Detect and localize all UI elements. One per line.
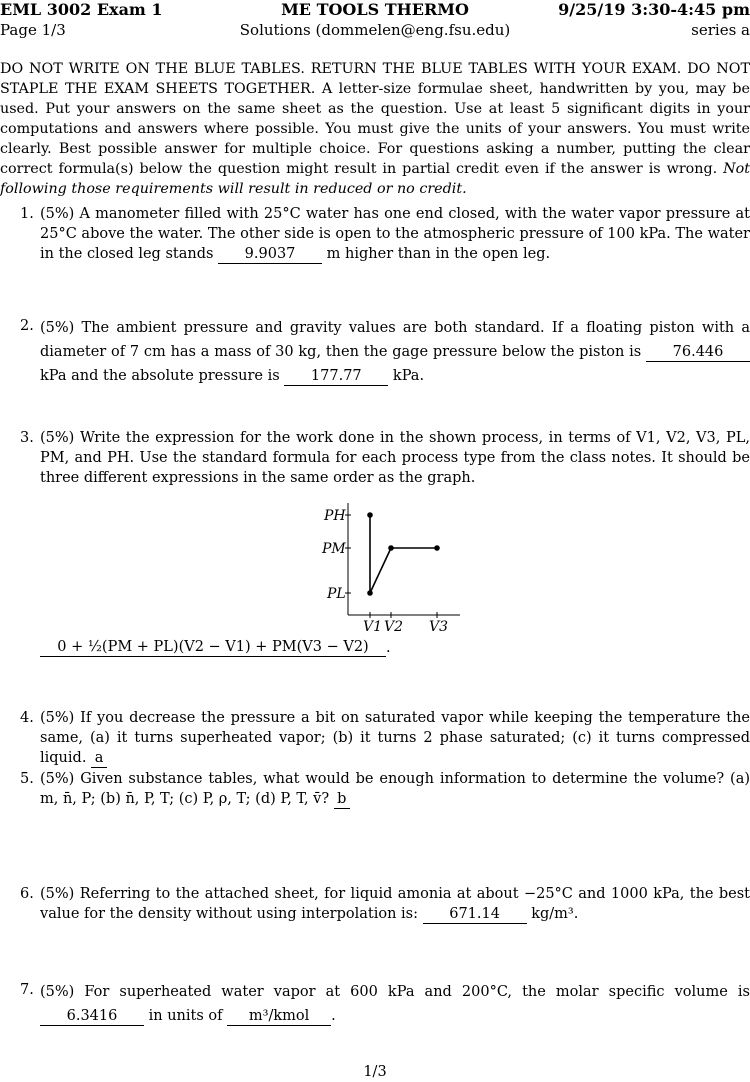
process-path xyxy=(370,548,437,593)
question-number: 3. xyxy=(20,430,34,446)
units-blank[interactable]: m³/kmol xyxy=(227,1007,331,1026)
question-number: 7. xyxy=(20,982,34,998)
question-text: (5%) Write the expression for the work done in the shown process, in terms of V1, V2, V3, PL, PM, and PH. Use the standard formula for each process type from the class notes. It should be three different expressions in the same order as the graph. xyxy=(40,430,750,486)
page-header xyxy=(0,0,750,40)
question-text: (5%) For superheated water vapor at 600 kPa and 200°C, the molar specific volume is xyxy=(40,984,750,1000)
density-blank[interactable]: 671.14 xyxy=(423,905,527,924)
exam-series: series a xyxy=(691,21,750,39)
question-text-end: m higher than in the open leg. xyxy=(326,246,551,262)
question-number: 1. xyxy=(20,206,34,222)
p-low-label: PL xyxy=(327,586,346,602)
v2-label: V2 xyxy=(384,619,404,635)
question-text: (5%) Given substance tables, what would be enough information to determine the volume? (a) m, n̄, P; (b) n̄, P, T; (c) P, ρ, T; (d) P, T, v̄? xyxy=(40,771,750,807)
exam-subtitle: Solutions (dommelen@eng.fsu.edu) xyxy=(239,21,511,39)
question-5 xyxy=(0,769,750,809)
answer-blank[interactable]: a xyxy=(91,749,107,768)
question-text: (5%) A manometer filled with 25°C water has one end closed, with the water vapor pressure at 25°C above the water. The other side is open to the atmospheric pressure of 100 kPa. The water in the closed leg stands xyxy=(40,206,750,262)
question-number: 4. xyxy=(20,710,34,726)
state-point xyxy=(367,590,373,596)
answer-unit: kg/m³. xyxy=(531,906,579,922)
question-text-end: kPa. xyxy=(392,368,425,384)
question-7 xyxy=(0,980,750,1028)
work-expression-blank[interactable]: 0 + ½(PM + PL)(V2 − V1) + PM(V3 − V2) xyxy=(40,638,386,657)
question-number: 6. xyxy=(20,886,34,902)
v1-label: V1 xyxy=(363,619,383,635)
question-number: 5. xyxy=(20,771,34,787)
question-text: (5%) If you decrease the pressure a bit on saturated vapor while keeping the temperature the same, (a) it turns superheated vapor; (b) it turns 2 phase saturated; (c) it turns compressed liquid. xyxy=(40,710,750,766)
course-code: EML 3002 Exam 1 xyxy=(0,0,163,19)
question-1 xyxy=(0,204,750,264)
instructions xyxy=(0,59,750,199)
absolute-pressure-blank[interactable]: 177.77 xyxy=(284,367,388,386)
question-3 xyxy=(0,428,750,488)
question-text: (5%) Referring to the attached sheet, for liquid amonia at about −25°C and 1000 kPa, the best value for the density without using interpolation is: xyxy=(40,886,750,922)
page-number: Page 1/3 xyxy=(0,21,66,39)
state-point xyxy=(388,545,394,551)
answer-blank[interactable]: b xyxy=(334,790,350,809)
molar-volume-blank[interactable]: 6.3416 xyxy=(40,1007,144,1026)
state-point xyxy=(434,545,440,551)
question-text: (5%) The ambient pressure and gravity values are both standard. If a floating piston with a diameter of 7 cm has a mass of 30 kg, then the gage pressure below the piston is xyxy=(40,320,750,360)
page-footer: 1/3 xyxy=(363,1064,387,1080)
answer-blank[interactable]: 9.9037 xyxy=(218,245,322,264)
answer-period: . xyxy=(331,1008,336,1024)
question-number: 2. xyxy=(20,318,34,334)
instructions-emphasis: Not following those requirements will result in reduced or no credit. xyxy=(0,161,750,197)
p-mid-label: PM xyxy=(322,541,346,557)
state-point xyxy=(367,512,373,518)
answer-period: . xyxy=(386,640,391,656)
question-6 xyxy=(0,884,750,924)
exam-date: 9/25/19 3:30-4:45 pm xyxy=(558,0,750,19)
instructions-text: DO NOT WRITE ON THE BLUE TABLES. RETURN THE BLUE TABLES WITH YOUR EXAM. DO NOT STAPLE THE EXAM SHEETS TOGETHER. A letter-size formulae sheet, handwritten by you, may be used. Put your answers on the same sheet as the question. Use at least 5 significant digits in your computations and answers where possible. You must give the units of your answers. You must write clearly. Best possible answer for multiple choice. For questions asking a number, putting the clear correct formula(s) below the question might result in partial credit even if the answer is wrong. xyxy=(0,61,750,177)
question-2 xyxy=(0,316,750,388)
gage-pressure-blank[interactable]: 76.446 xyxy=(646,343,750,362)
question-text-mid: kPa and the absolute pressure is xyxy=(40,368,280,384)
question-text-mid: in units of xyxy=(148,1008,223,1024)
v3-label: V3 xyxy=(429,619,449,635)
question-4 xyxy=(0,708,750,768)
exam-title: ME TOOLS THERMO xyxy=(281,0,469,19)
p-high-label: PH xyxy=(324,508,346,524)
pv-diagram xyxy=(310,498,470,638)
